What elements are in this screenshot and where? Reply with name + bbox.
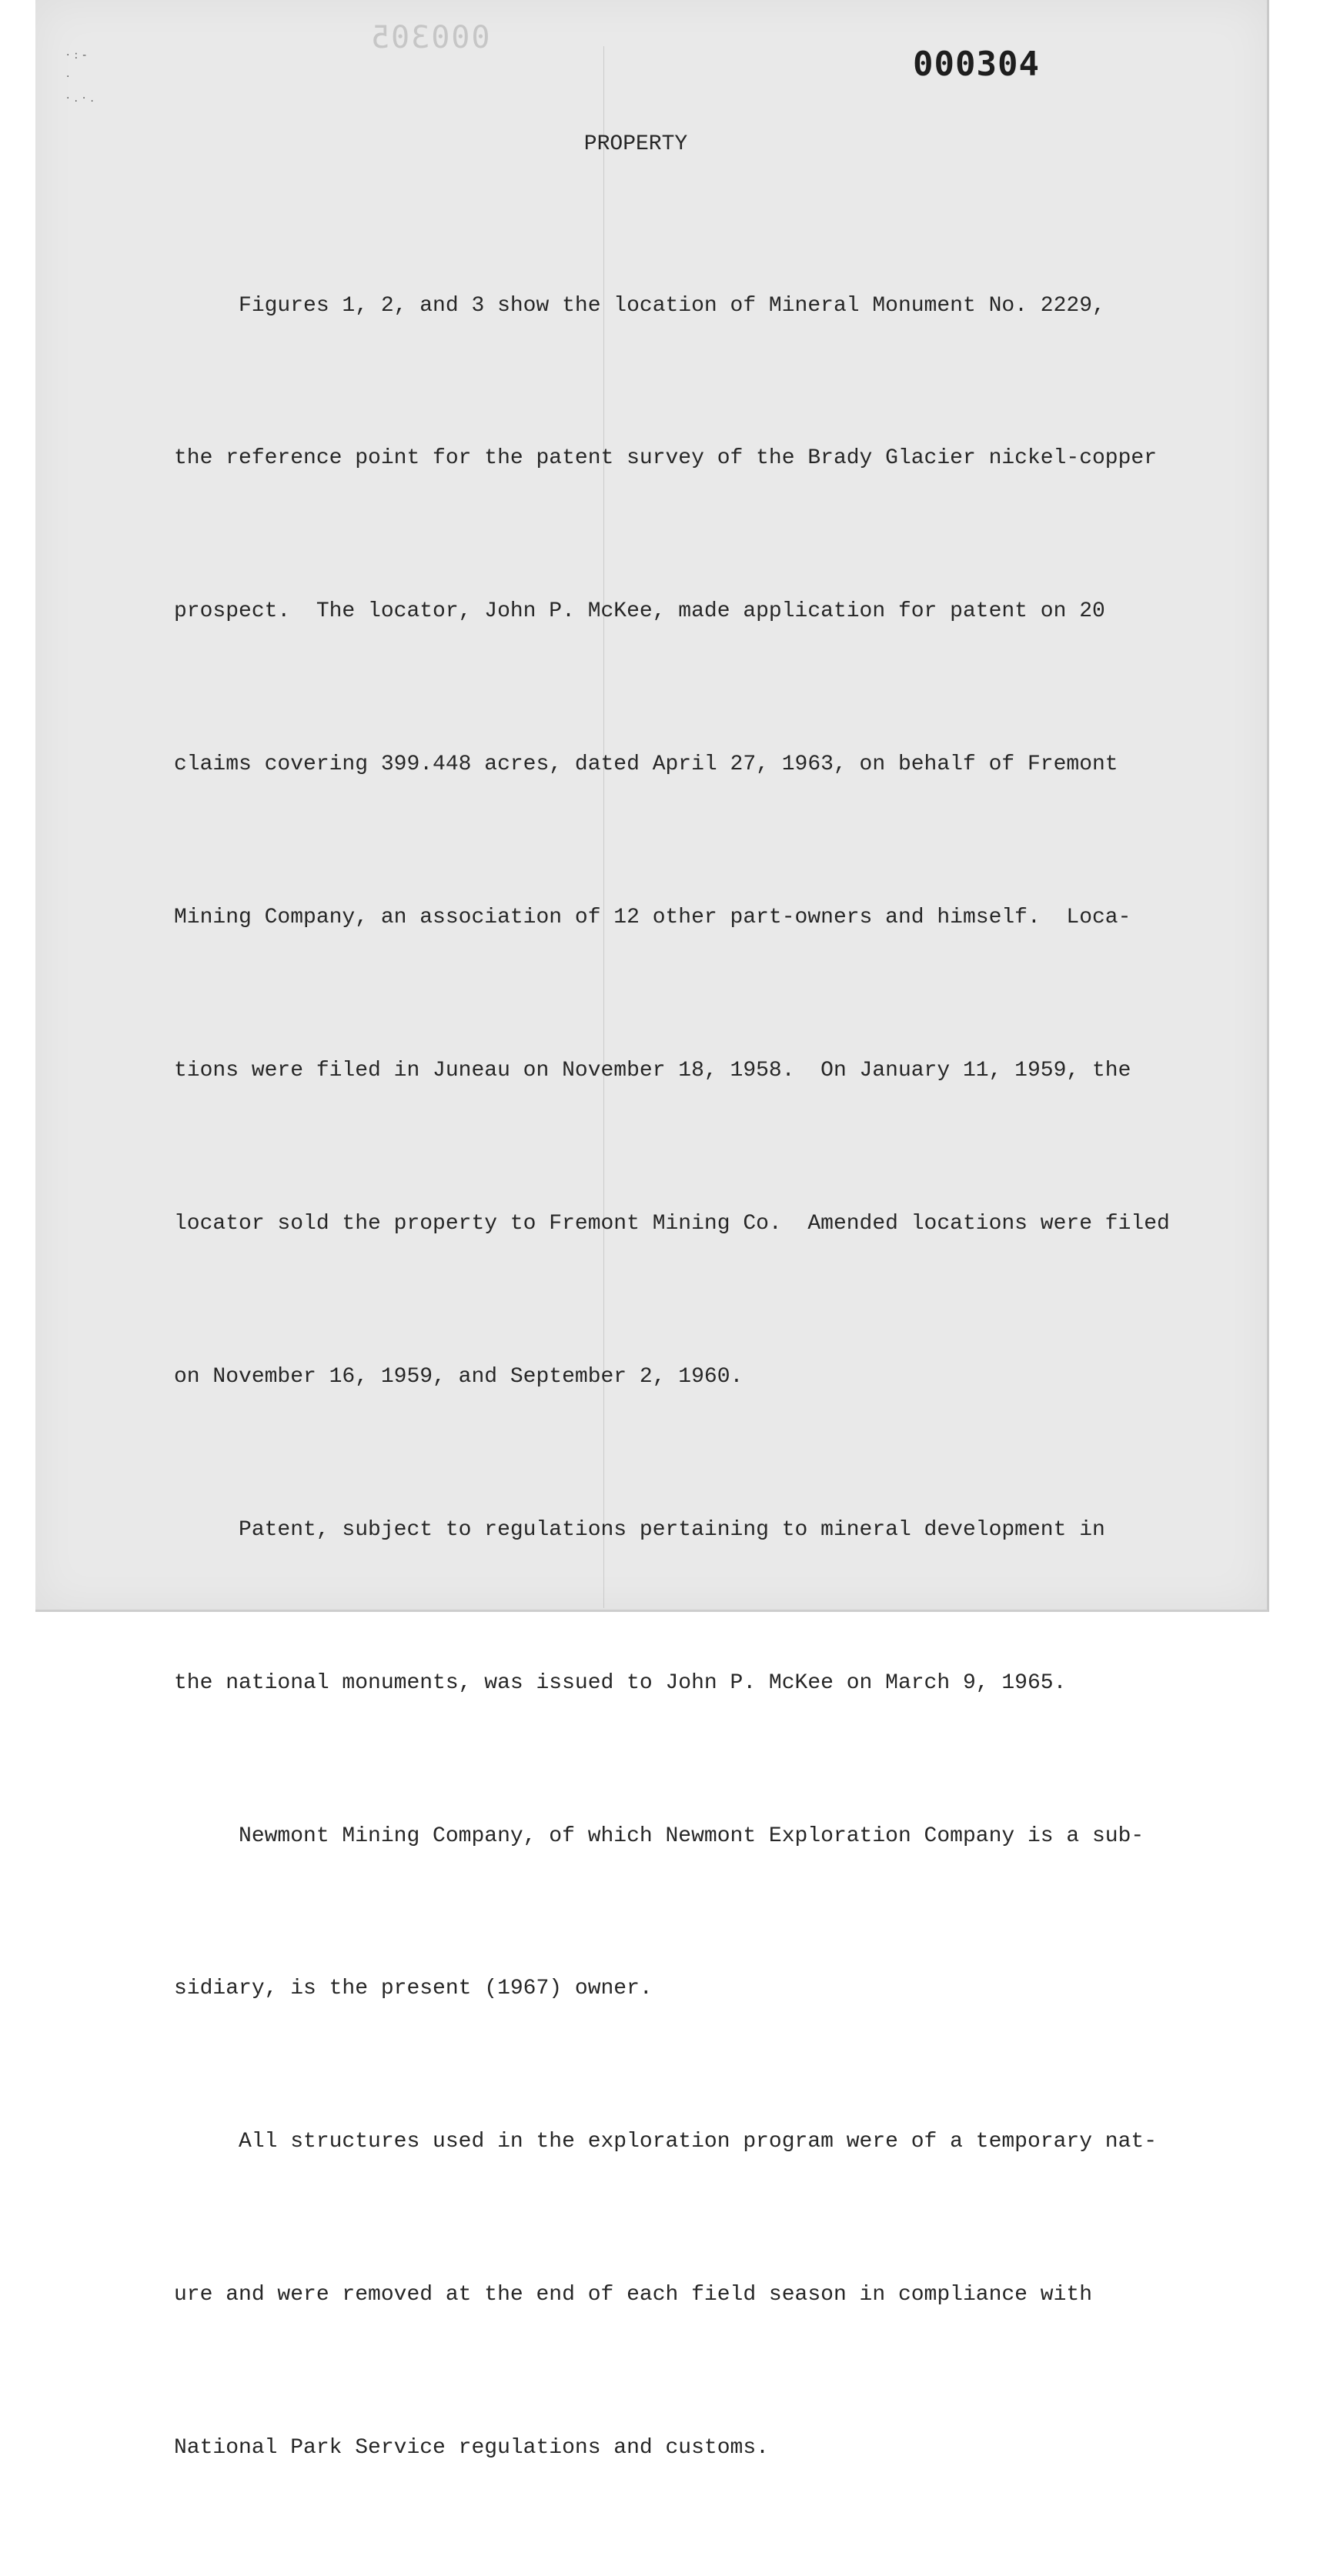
page-number: 000304: [913, 45, 1040, 84]
paragraph-line: the reference point for the patent survey of the Brady Glacier nickel-copper: [174, 446, 1158, 471]
section-title: PROPERTY: [583, 132, 688, 156]
paragraph-line: Newmont Mining Company, of which Newmont Exploration Company is a sub-: [174, 1824, 1145, 1848]
paragraph-line: Patent, subject to regulations pertaining to mineral development in: [174, 1517, 1105, 1542]
paragraph-line: tions were filed in Juneau on November 18, 1958. On January 11, 1959, the: [174, 1059, 1131, 1083]
paragraph-line: on November 16, 1959, and September 2, 1960.: [174, 1364, 744, 1389]
scan-specks: ·:- · ·.·.: [66, 49, 99, 105]
paragraph-line: locator sold the property to Fremont Mining Co. Amended locations were filed: [174, 1211, 1170, 1236]
paragraph-line: prospect. The locator, John P. McKee, made application for patent on 20: [174, 599, 1105, 624]
paragraph-line: sidiary, is the present (1967) owner.: [174, 1977, 653, 2001]
paragraph-line: claims covering 399.448 acres, dated April 27, 1963, on behalf of Fremont: [174, 752, 1118, 777]
paragraph-line: the national monuments, was issued to John P. McKee on March 9, 1965.: [174, 1670, 1067, 1695]
paragraph-line: ure and were removed at the end of each field season in compliance with: [174, 2283, 1092, 2307]
paragraph-line: Figures 1, 2, and 3 show the location of Mineral Monument No. 2229,: [174, 293, 1105, 318]
paragraph-line: All structures used in the exploration program were of a temporary nat-: [174, 2130, 1158, 2154]
paragraph-line: Mining Company, an association of 12 other part-owners and himself. Loca-: [174, 906, 1131, 930]
paragraph-line: National Park Service regulations and customs.: [174, 2436, 769, 2461]
document-body: [174, 179, 1205, 2576]
document-page: [35, 0, 1269, 2461]
bleed-through-page-number: 000305: [369, 20, 490, 55]
